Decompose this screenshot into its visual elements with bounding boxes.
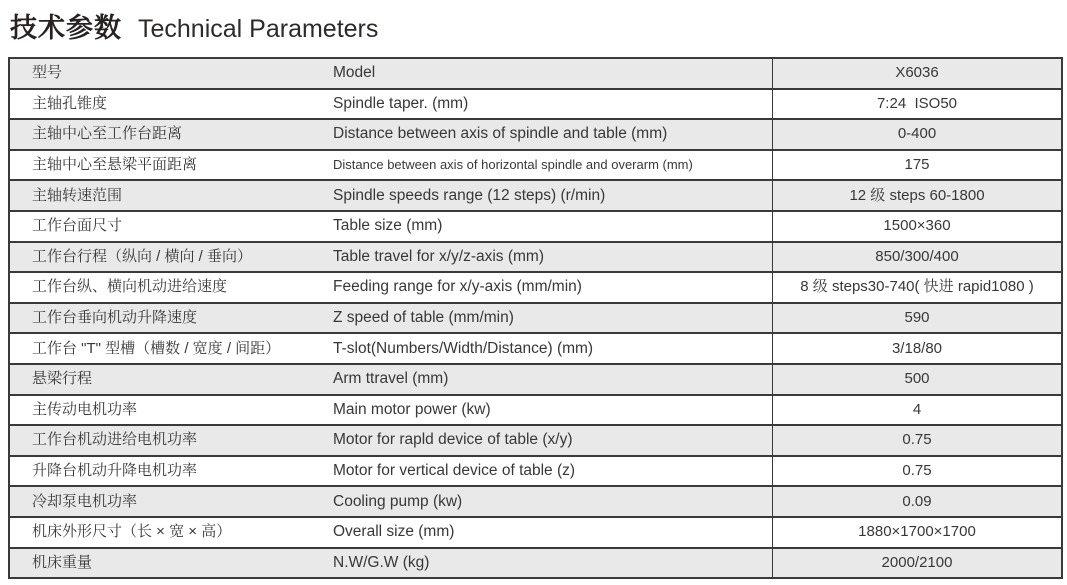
parameter-value: 0.75 bbox=[772, 457, 1061, 486]
parameter-name-en: Distance between axis of spindle and table (mm) bbox=[333, 125, 668, 143]
parameter-name-en: Distance between axis of horizontal spindle and overarm (mm) bbox=[333, 157, 693, 173]
table-row bbox=[10, 518, 1061, 549]
parameter-name-en: Cooling pump (kw) bbox=[333, 492, 463, 510]
parameter-name-zh: 机床外形尺寸（长 × 宽 × 高） bbox=[32, 523, 232, 541]
parameter-name-en: N.W/G.W (kg) bbox=[333, 553, 430, 571]
table-row bbox=[10, 151, 1061, 182]
table-row bbox=[10, 334, 1061, 365]
parameter-name-zh: 主传动电机功率 bbox=[32, 400, 138, 418]
parameter-name-en: Motor for rapld device of table (x/y) bbox=[333, 431, 573, 449]
table-row bbox=[10, 426, 1061, 457]
parameter-value: 4 bbox=[772, 396, 1061, 425]
parameter-name-en: Spindle taper. (mm) bbox=[333, 94, 469, 112]
parameter-name-en: Z speed of table (mm/min) bbox=[333, 309, 514, 327]
page-title-en: Technical Parameters bbox=[138, 15, 379, 43]
parameter-value: 12 级 steps 60-1800 bbox=[772, 181, 1061, 210]
parameter-name-zh: 主轴转速范围 bbox=[32, 186, 123, 204]
parameter-name-zh: 工作台纵、横向机动进给速度 bbox=[32, 278, 228, 296]
parameter-name-zh: 主轴中心至悬梁平面距离 bbox=[32, 156, 198, 174]
parameter-value: 500 bbox=[772, 365, 1061, 394]
parameter-name-en: Arm ttravel (mm) bbox=[333, 370, 449, 388]
parameter-name-zh: 工作台 "T" 型槽（槽数 / 宽度 / 间距） bbox=[32, 339, 281, 357]
parameter-name-zh: 型号 bbox=[32, 64, 63, 82]
table-row bbox=[10, 120, 1061, 151]
parameter-name-en: Main motor power (kw) bbox=[333, 400, 491, 418]
table-row bbox=[10, 365, 1061, 396]
parameter-name-zh: 冷却泵电机功率 bbox=[32, 492, 138, 510]
parameter-name-zh: 工作台机动进给电机功率 bbox=[32, 431, 198, 449]
page-title-zh: 技术参数 bbox=[10, 13, 122, 43]
table-row bbox=[10, 273, 1061, 304]
parameter-name-en: Model bbox=[333, 64, 376, 82]
table-row bbox=[10, 212, 1061, 243]
parameter-name-zh: 机床重量 bbox=[32, 553, 93, 571]
parameter-name-en: Spindle speeds range (12 steps) (r/min) bbox=[333, 186, 606, 204]
table-row bbox=[10, 304, 1061, 335]
table-row bbox=[10, 59, 1061, 90]
parameter-value: 0-400 bbox=[772, 120, 1061, 149]
parameter-value: 7:24 ISO50 bbox=[772, 90, 1061, 119]
parameter-name-en: Motor for vertical device of table (z) bbox=[333, 462, 576, 480]
parameter-name-en: Table travel for x/y/z-axis (mm) bbox=[333, 247, 545, 265]
parameter-name-zh: 悬梁行程 bbox=[32, 370, 93, 388]
table-row bbox=[10, 457, 1061, 488]
parameter-value: 0.09 bbox=[772, 487, 1061, 516]
parameter-name-zh: 工作台面尺寸 bbox=[32, 217, 123, 235]
parameter-name-en: Overall size (mm) bbox=[333, 523, 455, 541]
table-row bbox=[10, 181, 1061, 212]
parameter-value: 590 bbox=[772, 304, 1061, 333]
table-row bbox=[10, 396, 1061, 427]
parameter-value: 3/18/80 bbox=[772, 334, 1061, 363]
parameter-value: 1500×360 bbox=[772, 212, 1061, 241]
technical-parameters-table bbox=[8, 57, 1063, 579]
parameter-value: 850/300/400 bbox=[772, 243, 1061, 272]
parameter-value: X6036 bbox=[772, 59, 1061, 88]
parameter-value: 8 级 steps30-740( 快进 rapid1080 ) bbox=[772, 273, 1061, 302]
table-row bbox=[10, 549, 1061, 580]
parameter-name-zh: 主轴孔锥度 bbox=[32, 94, 108, 112]
parameter-value: 175 bbox=[772, 151, 1061, 180]
parameter-value: 2000/2100 bbox=[772, 549, 1061, 578]
table-row bbox=[10, 90, 1061, 121]
table-row bbox=[10, 487, 1061, 518]
page-title bbox=[10, 6, 378, 45]
parameter-name-en: T-slot(Numbers/Width/Distance) (mm) bbox=[333, 339, 594, 357]
table-row bbox=[10, 243, 1061, 274]
parameter-value: 1880×1700×1700 bbox=[772, 518, 1061, 547]
parameter-value: 0.75 bbox=[772, 426, 1061, 455]
parameter-name-en: Feeding range for x/y-axis (mm/min) bbox=[333, 278, 582, 296]
parameter-name-zh: 工作台垂向机动升降速度 bbox=[32, 309, 198, 327]
parameter-name-zh: 工作台行程（纵向 / 横向 / 垂向） bbox=[32, 247, 253, 265]
parameter-name-en: Table size (mm) bbox=[333, 217, 443, 235]
parameter-name-zh: 主轴中心至工作台距离 bbox=[32, 125, 183, 143]
parameter-name-zh: 升降台机动升降电机功率 bbox=[32, 462, 198, 480]
